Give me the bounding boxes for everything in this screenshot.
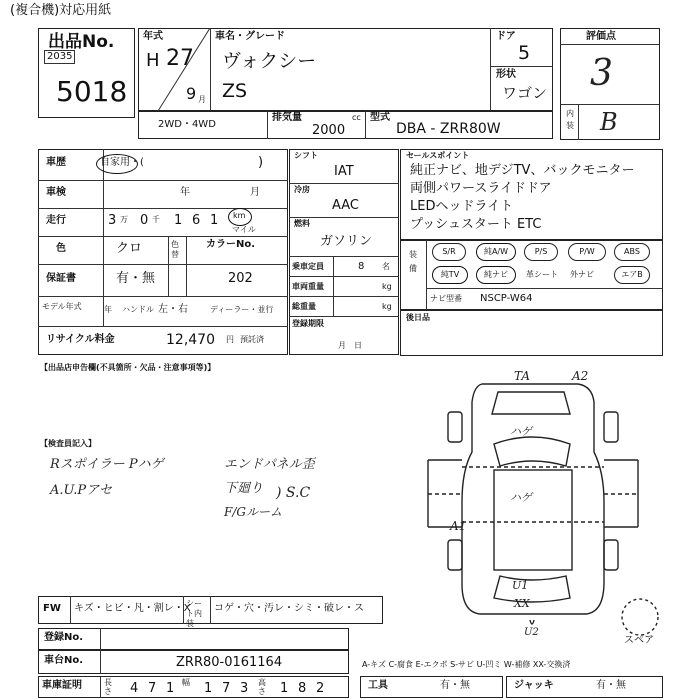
delivery-box [400, 310, 663, 356]
dealer-label: ディーラー・並行 [210, 305, 274, 314]
jack-options: 有・無 [596, 680, 626, 691]
mileage-label: 走行 [46, 215, 66, 226]
shift-label: シフト [294, 151, 318, 160]
mileage-digit: 3 [108, 213, 117, 228]
shift: IAT [334, 164, 354, 179]
name-label: 車名・グレード [215, 31, 285, 42]
tool-options: 有・無 [440, 680, 470, 691]
navi-model: NSCP-W64 [480, 293, 533, 304]
inspector-note: エンドパネル歪 [224, 457, 315, 472]
model-year-unit: 年 [104, 305, 112, 314]
mileage-digit: 1 [174, 213, 183, 228]
color-number: 202 [228, 271, 253, 286]
equipment-abs: ABS [614, 243, 650, 261]
fuel: ガソリン [320, 234, 373, 249]
model-label: 型式 [370, 112, 390, 123]
warranty-label: 保証書 [46, 273, 76, 284]
sales-line: プッシュスタート ETC [410, 217, 542, 232]
paint-change-label: 色替 [171, 240, 179, 259]
equipment-navi: 純ナビ [476, 266, 516, 284]
mileage-man: 万 [120, 215, 128, 224]
month: 9 [186, 84, 197, 103]
chassis-number: ZRR80-0161164 [176, 655, 283, 670]
equipment-label: 装備 [409, 250, 417, 273]
width-digit: 7 [222, 681, 231, 696]
delivery-label: 後日品 [406, 313, 430, 322]
equipment-power-steering: P/S [524, 243, 558, 261]
interior-score: B [600, 108, 618, 136]
diagram-note-a2: A2 [572, 369, 589, 383]
handle-label: ハンドル [122, 305, 154, 314]
capacity-unit: 名 [382, 262, 390, 271]
seat-options: コゲ・穴・汚レ・シミ・破レ・ス [214, 603, 364, 614]
month-unit: 月 [198, 95, 206, 104]
lot-sub-number: 2035 [44, 50, 75, 64]
private-use-circle [96, 154, 138, 174]
diagram-note-hage-mid: ハゲ [510, 491, 532, 504]
color: クロ [116, 241, 143, 256]
height-digit: 8 [298, 681, 307, 696]
mileage-digit: 6 [192, 213, 201, 228]
height-label: 高さ [258, 678, 266, 696]
era: H [146, 50, 160, 71]
inspection-label: 車検 [46, 187, 66, 198]
color-label: 色 [56, 243, 66, 254]
inspection-month-unit: 月 [250, 187, 260, 198]
jack-label: ジャッキ [514, 680, 554, 691]
seat-label: シート内装 [186, 599, 202, 628]
navi-model-label: ナビ型番 [430, 294, 462, 303]
mileage-digit: 0 [140, 213, 149, 228]
height-digit: 1 [280, 681, 289, 696]
length-digit: 7 [148, 681, 157, 696]
sales-label: セールスポイント [406, 151, 470, 160]
weight-unit: kg [382, 282, 392, 291]
drive-label: 2WD・4WD [158, 119, 216, 130]
width-digit: 3 [240, 681, 249, 696]
mileage-sen: 千 [152, 215, 160, 224]
equipment-leather: 革シート [526, 270, 558, 279]
equipment-sunroof: S/R [432, 243, 466, 261]
door-label: ドア [496, 31, 516, 42]
width-label: 幅 [182, 678, 190, 687]
gross-weight-label: 総重量 [292, 302, 316, 311]
diagram-note-a1: A1 [450, 519, 467, 533]
inspector-note: Rスポイラー Pハゲ [50, 457, 164, 472]
car-name: ヴォクシー [222, 50, 317, 72]
length-label: 長さ [104, 678, 112, 696]
history-close-paren: ) [258, 155, 264, 170]
year: 27 [166, 46, 194, 71]
fw-label: FW [43, 603, 61, 614]
recycle-label: リサイクル料金 [46, 334, 115, 345]
capacity: 8 [358, 261, 365, 272]
lot-number: 5018 [56, 75, 128, 108]
car-body-diagram [410, 362, 660, 642]
garage-cert-label: 車庫証明 [42, 680, 82, 691]
deposit-status: 預託済 [240, 335, 264, 344]
sales-line: 純正ナビ、地デジTV、バックモニター [410, 163, 635, 178]
warranty: 有・無 [116, 271, 156, 286]
capacity-label: 乗車定員 [292, 262, 324, 271]
inspector-notes-label: 【検査員記入】 [40, 439, 96, 448]
ac-label: 冷房 [294, 185, 310, 194]
fw-options: キズ・ヒビ・凡・割レ・X [74, 603, 191, 614]
inspector-note: A.U.Pアセ [50, 483, 113, 498]
equipment-alloy-wheels: 純A/W [476, 243, 516, 261]
inspector-note: ) S.C [276, 485, 311, 501]
diagram-note-u1: U1 [512, 579, 529, 592]
chassis-label: 車台No. [44, 655, 84, 666]
gross-weight-unit: kg [382, 302, 392, 311]
color-number-label: カラーNo. [206, 239, 256, 250]
sales-line: LEDヘッドライト [410, 199, 514, 214]
inspector-note: F/Gルーム [224, 505, 282, 519]
shape: ワゴン [502, 84, 548, 102]
tool-label: 工具 [368, 680, 388, 691]
fuel-label: 燃料 [294, 219, 310, 228]
mile-unit: マイル [232, 225, 256, 234]
spare-label: スペア [624, 635, 654, 646]
displacement-label: 排気量 [272, 112, 302, 123]
handle: 左・右 [158, 304, 188, 315]
recycle-fee: 12,470 [166, 332, 215, 348]
yen-unit: 円 [226, 335, 234, 344]
width-digit: 1 [204, 681, 213, 696]
equipment-aftermarket-navi: 外ナビ [570, 270, 594, 279]
inspection-year-unit: 年 [180, 187, 190, 198]
diagram-note-xx: XX [514, 597, 530, 610]
mileage-digit: 1 [210, 213, 219, 228]
ac: AAC [332, 198, 359, 213]
km-unit: km [233, 211, 246, 220]
doors: 5 [518, 42, 531, 64]
equipment-tv: 純TV [432, 266, 468, 284]
car-grade: ZS [222, 80, 248, 102]
length-digit: 4 [130, 681, 139, 696]
year-label: 年式 [143, 31, 163, 42]
form-label: (複合機)対応用紙 [10, 3, 112, 18]
sales-line: 両側パワースライドドア [410, 181, 552, 196]
date-units: 月 日 [338, 341, 362, 350]
cc-unit: cc [352, 113, 361, 122]
height-digit: 2 [316, 681, 325, 696]
score-value: 3 [590, 53, 613, 94]
defect-legend: A-キズ C-腐食 E-エクボ S-サビ U-凹ミ W-補修 XX-交換済 [362, 660, 571, 669]
registration-row [38, 628, 349, 650]
history-label: 車歴 [46, 157, 66, 168]
shape-label: 形状 [496, 69, 516, 80]
inspector-note: 下廻り [224, 481, 264, 496]
diagram-note-u2: U2 [524, 627, 539, 638]
diagram-note-hage-top: ハゲ [510, 425, 532, 438]
seller-notes-label: 【出品店申告欄(不具箇所・欠品・注意事項等)】 [40, 363, 216, 372]
length-digit: 1 [166, 681, 175, 696]
lot-label: 出品No. [48, 32, 115, 52]
displacement: 2000 [312, 123, 346, 138]
vehicle-weight-label: 車両重量 [292, 282, 324, 291]
model-year-label: モデル年式 [42, 302, 82, 311]
registration-number-label: 登録No. [44, 632, 84, 643]
equipment-airbag: エアB [614, 266, 650, 284]
diagram-note-ta: TA [514, 369, 531, 383]
model: DBA - ZRR80W [396, 121, 501, 137]
registration-deadline-label: 登録期限 [292, 319, 324, 328]
score-label: 評価点 [586, 31, 616, 42]
interior-label: 内装 [566, 109, 574, 130]
history-options: 自家用・( [100, 157, 144, 168]
equipment-power-windows: P/W [568, 243, 606, 261]
